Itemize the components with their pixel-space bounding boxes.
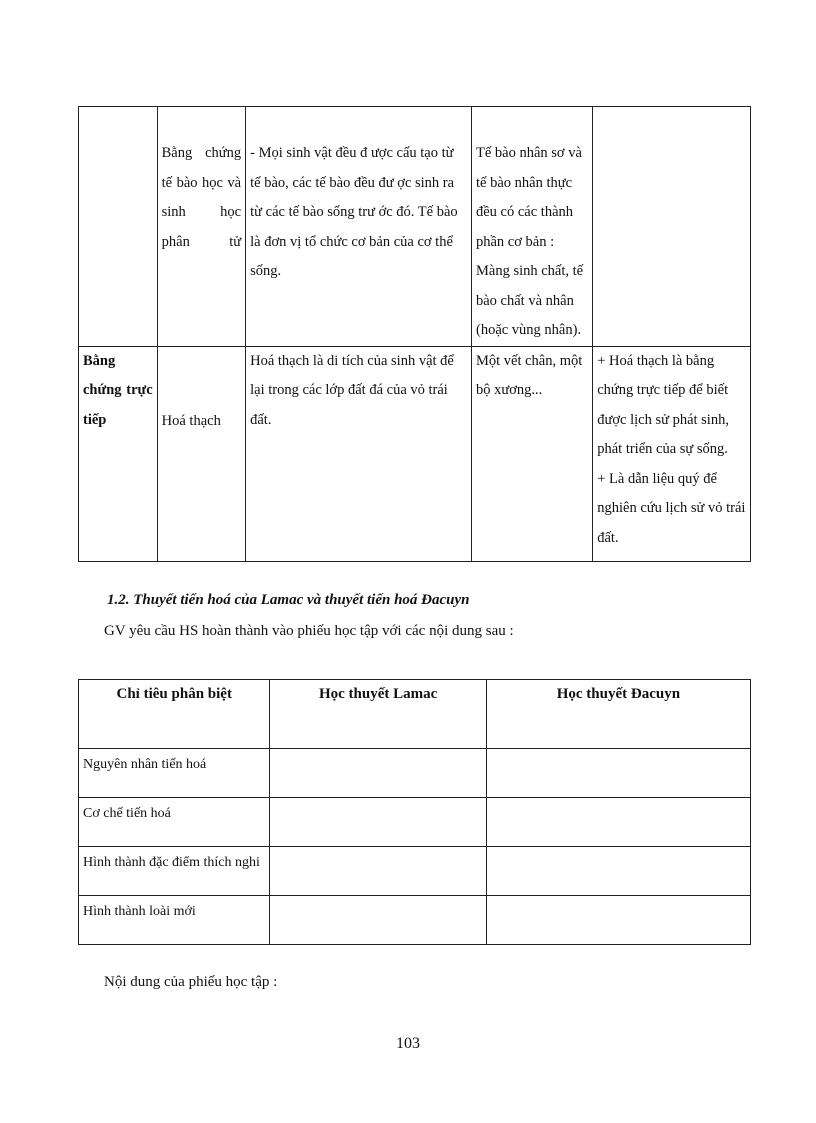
table-cell — [270, 847, 486, 896]
intro-text: GV yêu cầu HS hoàn thành vào phiếu học tập với các nội dung sau : — [104, 623, 514, 639]
table-row — [79, 749, 751, 798]
table-cell — [270, 749, 486, 798]
table-row — [79, 346, 751, 561]
evidence-type-label: Bằng chứng tế bào học và sinh học phân tử — [161, 145, 242, 250]
table-cell — [79, 107, 158, 347]
table-row — [79, 107, 751, 347]
table-cell — [486, 847, 750, 896]
table-cell — [157, 346, 245, 561]
table-cell — [486, 798, 750, 847]
table-row — [79, 798, 751, 847]
evidence-table — [78, 106, 751, 562]
evidence-description: - Mọi sinh vật đều đ ược cấu tạo từ tế bào, các tế bào đều đư ợc sinh ra từ các tế bào sống trư ớc đó. Tế bào là đơn vị tổ chức cơ bản của cơ thể sống. — [250, 145, 458, 279]
table-cell — [471, 107, 592, 347]
table-cell — [246, 107, 472, 347]
table-cell — [157, 107, 245, 347]
table-cell — [486, 749, 750, 798]
table-cell — [270, 896, 486, 945]
comparison-table — [78, 679, 751, 945]
table-row — [79, 847, 751, 896]
evidence-significance — [593, 346, 751, 561]
criterion-label: Cơ chế tiến hoá — [79, 798, 270, 847]
worksheet-content-label: Nội dung của phiếu học tập : — [104, 974, 278, 990]
column-header: Học thuyết Lamac — [270, 680, 486, 749]
evidence-example: Một vết chân, một bộ xương... — [471, 346, 592, 561]
table-header-row — [79, 680, 751, 749]
criterion-label: Nguyên nhân tiến hoá — [79, 749, 270, 798]
criterion-label: Hình thành đặc điểm thích nghi — [79, 847, 270, 896]
table-cell — [486, 896, 750, 945]
evidence-example: Tế bào nhân sơ và tế bào nhân thực đều có các thành phần cơ bản : Màng sinh chất, tế bào chất và nhân (hoặc vùng nhân). — [475, 145, 584, 338]
criterion-label: Hình thành loài mới — [79, 896, 270, 945]
table-row — [79, 896, 751, 945]
significance-point: + Là dẫn liệu quý để nghiên cứu lịch sử vỏ trái đất. — [597, 470, 746, 546]
evidence-description: Hoá thạch là di tích của sinh vật để lại trong các lớp đất đá của vỏ trái đất. — [246, 346, 472, 561]
evidence-category-label: Bằng chứng trực tiếp — [79, 346, 158, 561]
evidence-type-label: Hoá thạch — [161, 412, 221, 429]
column-header: Chỉ tiêu phân biệt — [79, 680, 270, 749]
column-header: Học thuyết Đacuyn — [486, 680, 750, 749]
page-number: 103 — [396, 1035, 420, 1052]
section-heading: 1.2. Thuyết tiến hoá của Lamac và thuyết tiến hoá Đacuyn — [107, 592, 470, 608]
significance-point: + Hoá thạch là bằng chứng trực tiếp để biết được lịch sử phát sinh, phát triển của sự sống. — [597, 352, 729, 457]
table-cell — [270, 798, 486, 847]
table-cell — [593, 107, 751, 347]
